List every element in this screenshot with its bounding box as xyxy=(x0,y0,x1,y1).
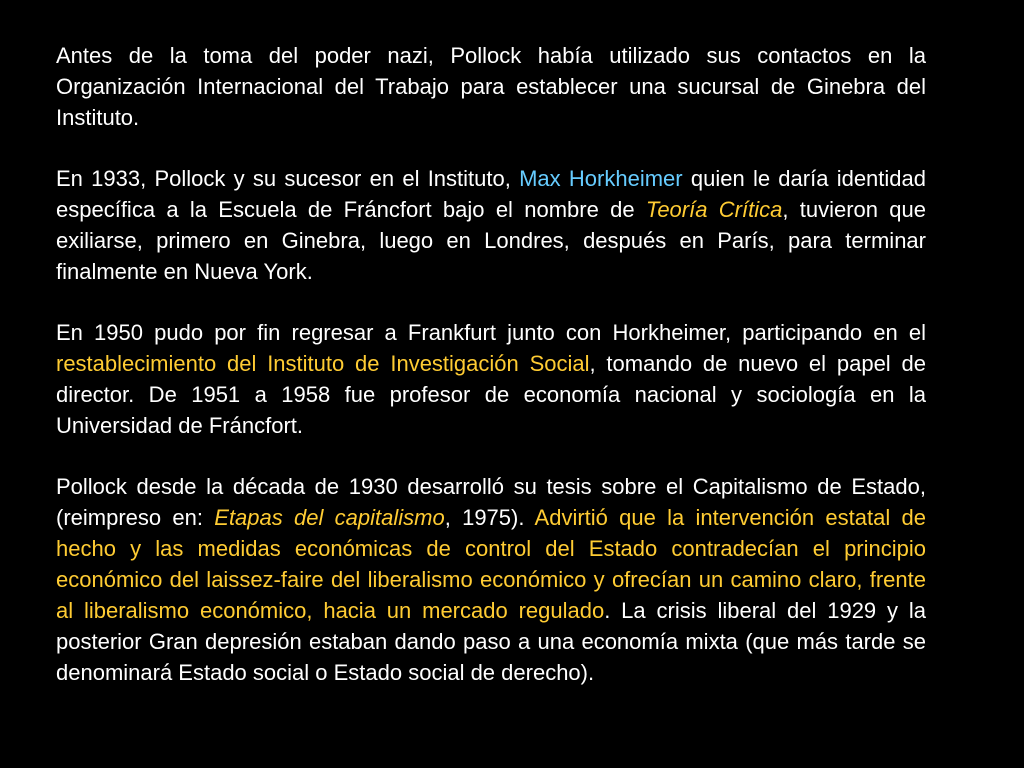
teoria-critica-term: Teoría Crítica xyxy=(645,197,783,222)
paragraph-state-capitalism xyxy=(56,471,926,688)
state-intervention-highlight: Advirtió que la intervención estatal de hecho y las medidas económicas de control del Estado contradecían el principio económico del laissez-faire del liberalismo económico y ofrecían un camino claro, frente al liberalismo económico, hacia un mercado regulado xyxy=(56,505,926,623)
paragraph-2-text-end: , tuvieron que exiliarse, primero en Ginebra, luego en Londres, después en París, para terminar finalmente en Nueva York. xyxy=(56,197,927,284)
max-horkheimer-link[interactable]: Max Horkheimer xyxy=(519,166,683,191)
paragraph-nazi-power xyxy=(56,40,926,133)
paragraph-return-frankfurt xyxy=(56,317,926,441)
paragraph-3-text-end: , tomando de nuevo el papel de director. De 1951 a 1958 fue profesor de economía nacional y sociología en la Universidad de Fráncfort. xyxy=(56,351,926,438)
paragraph-2-text-start: En 1933, Pollock y su sucesor en el Instituto, xyxy=(56,166,520,191)
paragraph-4-text-end: . La crisis liberal del 1929 y la posterior Gran depresión estaban dando paso a una economía mixta (que más tarde se denominará Estado social o Estado social de derecho). xyxy=(56,598,926,685)
paragraph-3-text-start: En 1950 pudo por fin regresar a Frankfurt junto con Horkheimer, participando en el xyxy=(56,320,926,345)
institute-reestablishment-highlight: restablecimiento del Instituto de Investigación Social xyxy=(56,351,590,376)
paragraph-1-text: Antes de la toma del poder nazi, Pollock había utilizado sus contactos en la Organización Internacional del Trabajo para establecer una sucursal de Ginebra del Instituto. xyxy=(56,43,926,130)
paragraph-exile xyxy=(56,163,926,287)
etapas-capitalismo-title: Etapas del capitalismo xyxy=(214,505,445,530)
paragraph-4-text-start: Pollock desde la década de 1930 desarrolló su tesis sobre el Capitalismo de Estado, (reimpreso en: xyxy=(56,474,926,530)
paragraph-2-text-middle: quien le daría identidad específica a la Escuela de Fráncfort bajo el nombre de xyxy=(56,166,926,222)
slide-body xyxy=(56,40,926,688)
paragraph-4-text-middle: , 1975). xyxy=(444,505,535,530)
